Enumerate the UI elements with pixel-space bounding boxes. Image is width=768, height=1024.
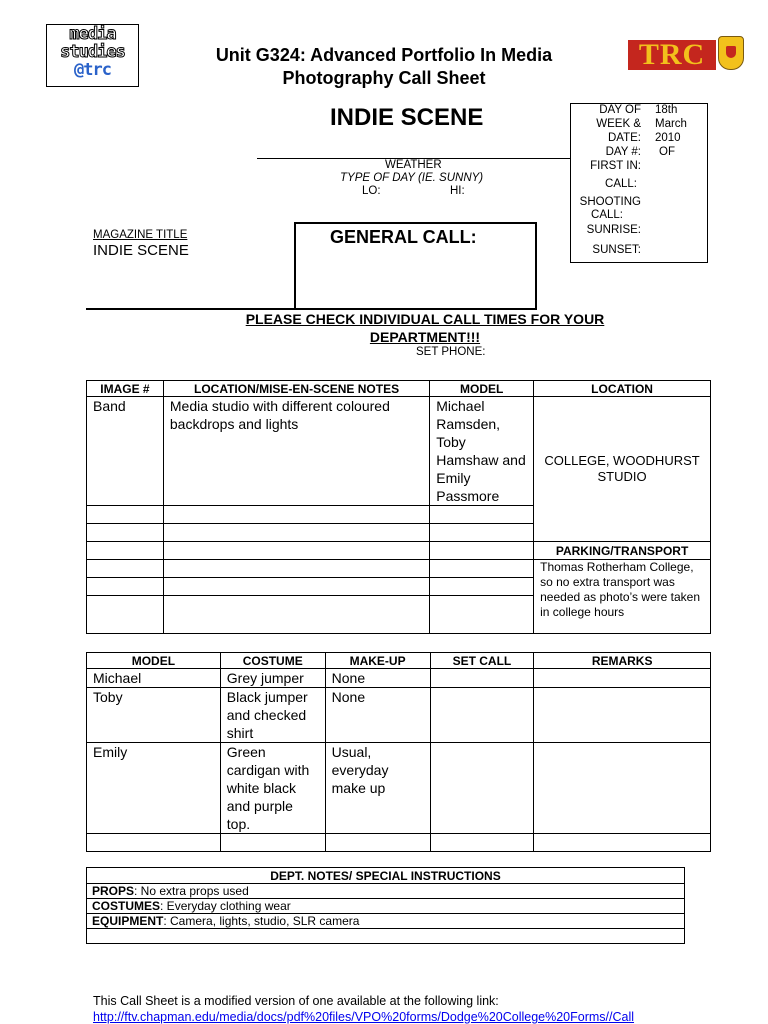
table-row	[87, 397, 711, 506]
cast-table	[86, 652, 711, 852]
table-row	[87, 914, 685, 929]
col-image-number: IMAGE #	[87, 381, 164, 397]
sunrise-label: SUNRISE:	[586, 224, 641, 236]
shoot-title: INDIE SCENE	[330, 104, 484, 131]
costumes-label: COSTUMES	[92, 899, 161, 913]
location-cell: COLLEGE, WOODHURST STUDIO	[534, 397, 711, 542]
week-value: March	[655, 118, 687, 130]
document-subtitle: Photography Call Sheet	[282, 68, 486, 88]
table-row	[87, 560, 711, 578]
date-label: DATE:	[607, 132, 641, 144]
call-label: CALL:	[605, 178, 637, 190]
col-make-up: MAKE-UP	[325, 653, 430, 669]
costume-cell: Green cardigan with white black and purple top.	[220, 743, 325, 834]
hi-label: HI:	[450, 185, 465, 197]
model-cell: Toby	[87, 688, 221, 743]
col-location: LOCATION	[534, 381, 711, 397]
col-model: MODEL	[430, 381, 534, 397]
type-of-day-label: TYPE OF DAY (IE. SUNNY)	[340, 172, 484, 184]
day-of-label: DAY OF	[599, 104, 641, 116]
model-cell: Emily	[87, 743, 221, 834]
week-label: WEEK &	[596, 118, 641, 130]
day-of-value: 18th	[655, 104, 678, 116]
equipment-label: EQUIPMENT	[92, 914, 164, 928]
costume-cell: Grey jumper	[220, 669, 325, 688]
lo-label: LO:	[362, 185, 381, 197]
makeup-cell: Usual, everyday make up	[325, 743, 430, 834]
makeup-cell: None	[325, 688, 430, 743]
general-call-box	[294, 222, 537, 308]
table-row	[87, 899, 685, 914]
day-number-value: OF	[659, 146, 675, 158]
general-call-label: GENERAL CALL:	[330, 227, 477, 247]
col-location-notes: LOCATION/MISE-EN-SCENE NOTES	[163, 381, 429, 397]
day-info-box	[570, 103, 708, 263]
day-number-label: DAY #:	[605, 146, 641, 158]
model-cell: Michael Ramsden, Toby Hamshaw and Emily Passmore	[430, 397, 534, 506]
source-link[interactable]: http://ftv.chapman.edu/media/docs/pdf%20files/VPO%20forms/Dodge%20College%20Forms//Call	[93, 1010, 635, 1024]
table-row	[87, 688, 711, 743]
trc-logo: TRC	[628, 40, 716, 70]
footer-note: This Call Sheet is a modified version of one available at the following link:	[93, 994, 499, 1008]
magazine-title-value: INDIE SCENE	[93, 242, 189, 259]
costume-cell: Black jumper and checked shirt	[220, 688, 325, 743]
table-row	[87, 834, 711, 852]
dept-notes-header: DEPT. NOTES/ SPECIAL INSTRUCTIONS	[87, 868, 685, 884]
logo-line-2: studies	[60, 42, 125, 62]
date-value: 2010	[655, 132, 681, 144]
logo-line-1: media	[69, 24, 116, 44]
call-times-notice: PLEASE CHECK INDIVIDUAL CALL TIMES FOR YOUR DEPARTMENT!!!	[245, 311, 605, 345]
table-row	[87, 542, 711, 560]
col-model: MODEL	[87, 653, 221, 669]
logo-line-3: @trc	[74, 60, 111, 80]
document-title: Unit G324: Advanced Portfolio In Media	[215, 45, 553, 65]
shots-table	[86, 380, 711, 634]
image-cell: Band	[87, 397, 164, 506]
equipment-value: : Camera, lights, studio, SLR camera	[163, 914, 360, 928]
table-row	[87, 884, 685, 899]
table-row	[87, 929, 685, 944]
shooting-label: SHOOTING	[579, 196, 641, 208]
magazine-title-label: MAGAZINE TITLE	[93, 229, 188, 241]
col-remarks: REMARKS	[534, 653, 711, 669]
parking-cell: Thomas Rotherham College, so no extra transport was needed as photo’s were taken in college hours	[534, 560, 711, 634]
col-costume: COSTUME	[220, 653, 325, 669]
col-set-call: SET CALL	[430, 653, 534, 669]
table-row	[87, 743, 711, 834]
set-phone-label: SET PHONE:	[416, 346, 486, 358]
dept-notes-table	[86, 867, 685, 944]
costumes-value: : Everyday clothing wear	[160, 899, 291, 913]
props-label: PROPS	[92, 884, 135, 898]
props-value: : No extra props used	[134, 884, 249, 898]
shooting-call-label: CALL:	[591, 209, 623, 221]
weather-label: WEATHER	[385, 159, 442, 171]
sunset-label: SUNSET:	[592, 244, 641, 256]
parking-transport-header: PARKING/TRANSPORT	[534, 542, 711, 560]
first-in-label: FIRST IN:	[590, 160, 641, 172]
table-row	[87, 669, 711, 688]
makeup-cell: None	[325, 669, 430, 688]
notes-cell: Media studio with different coloured backdrops and lights	[163, 397, 429, 506]
model-cell: Michael	[87, 669, 221, 688]
